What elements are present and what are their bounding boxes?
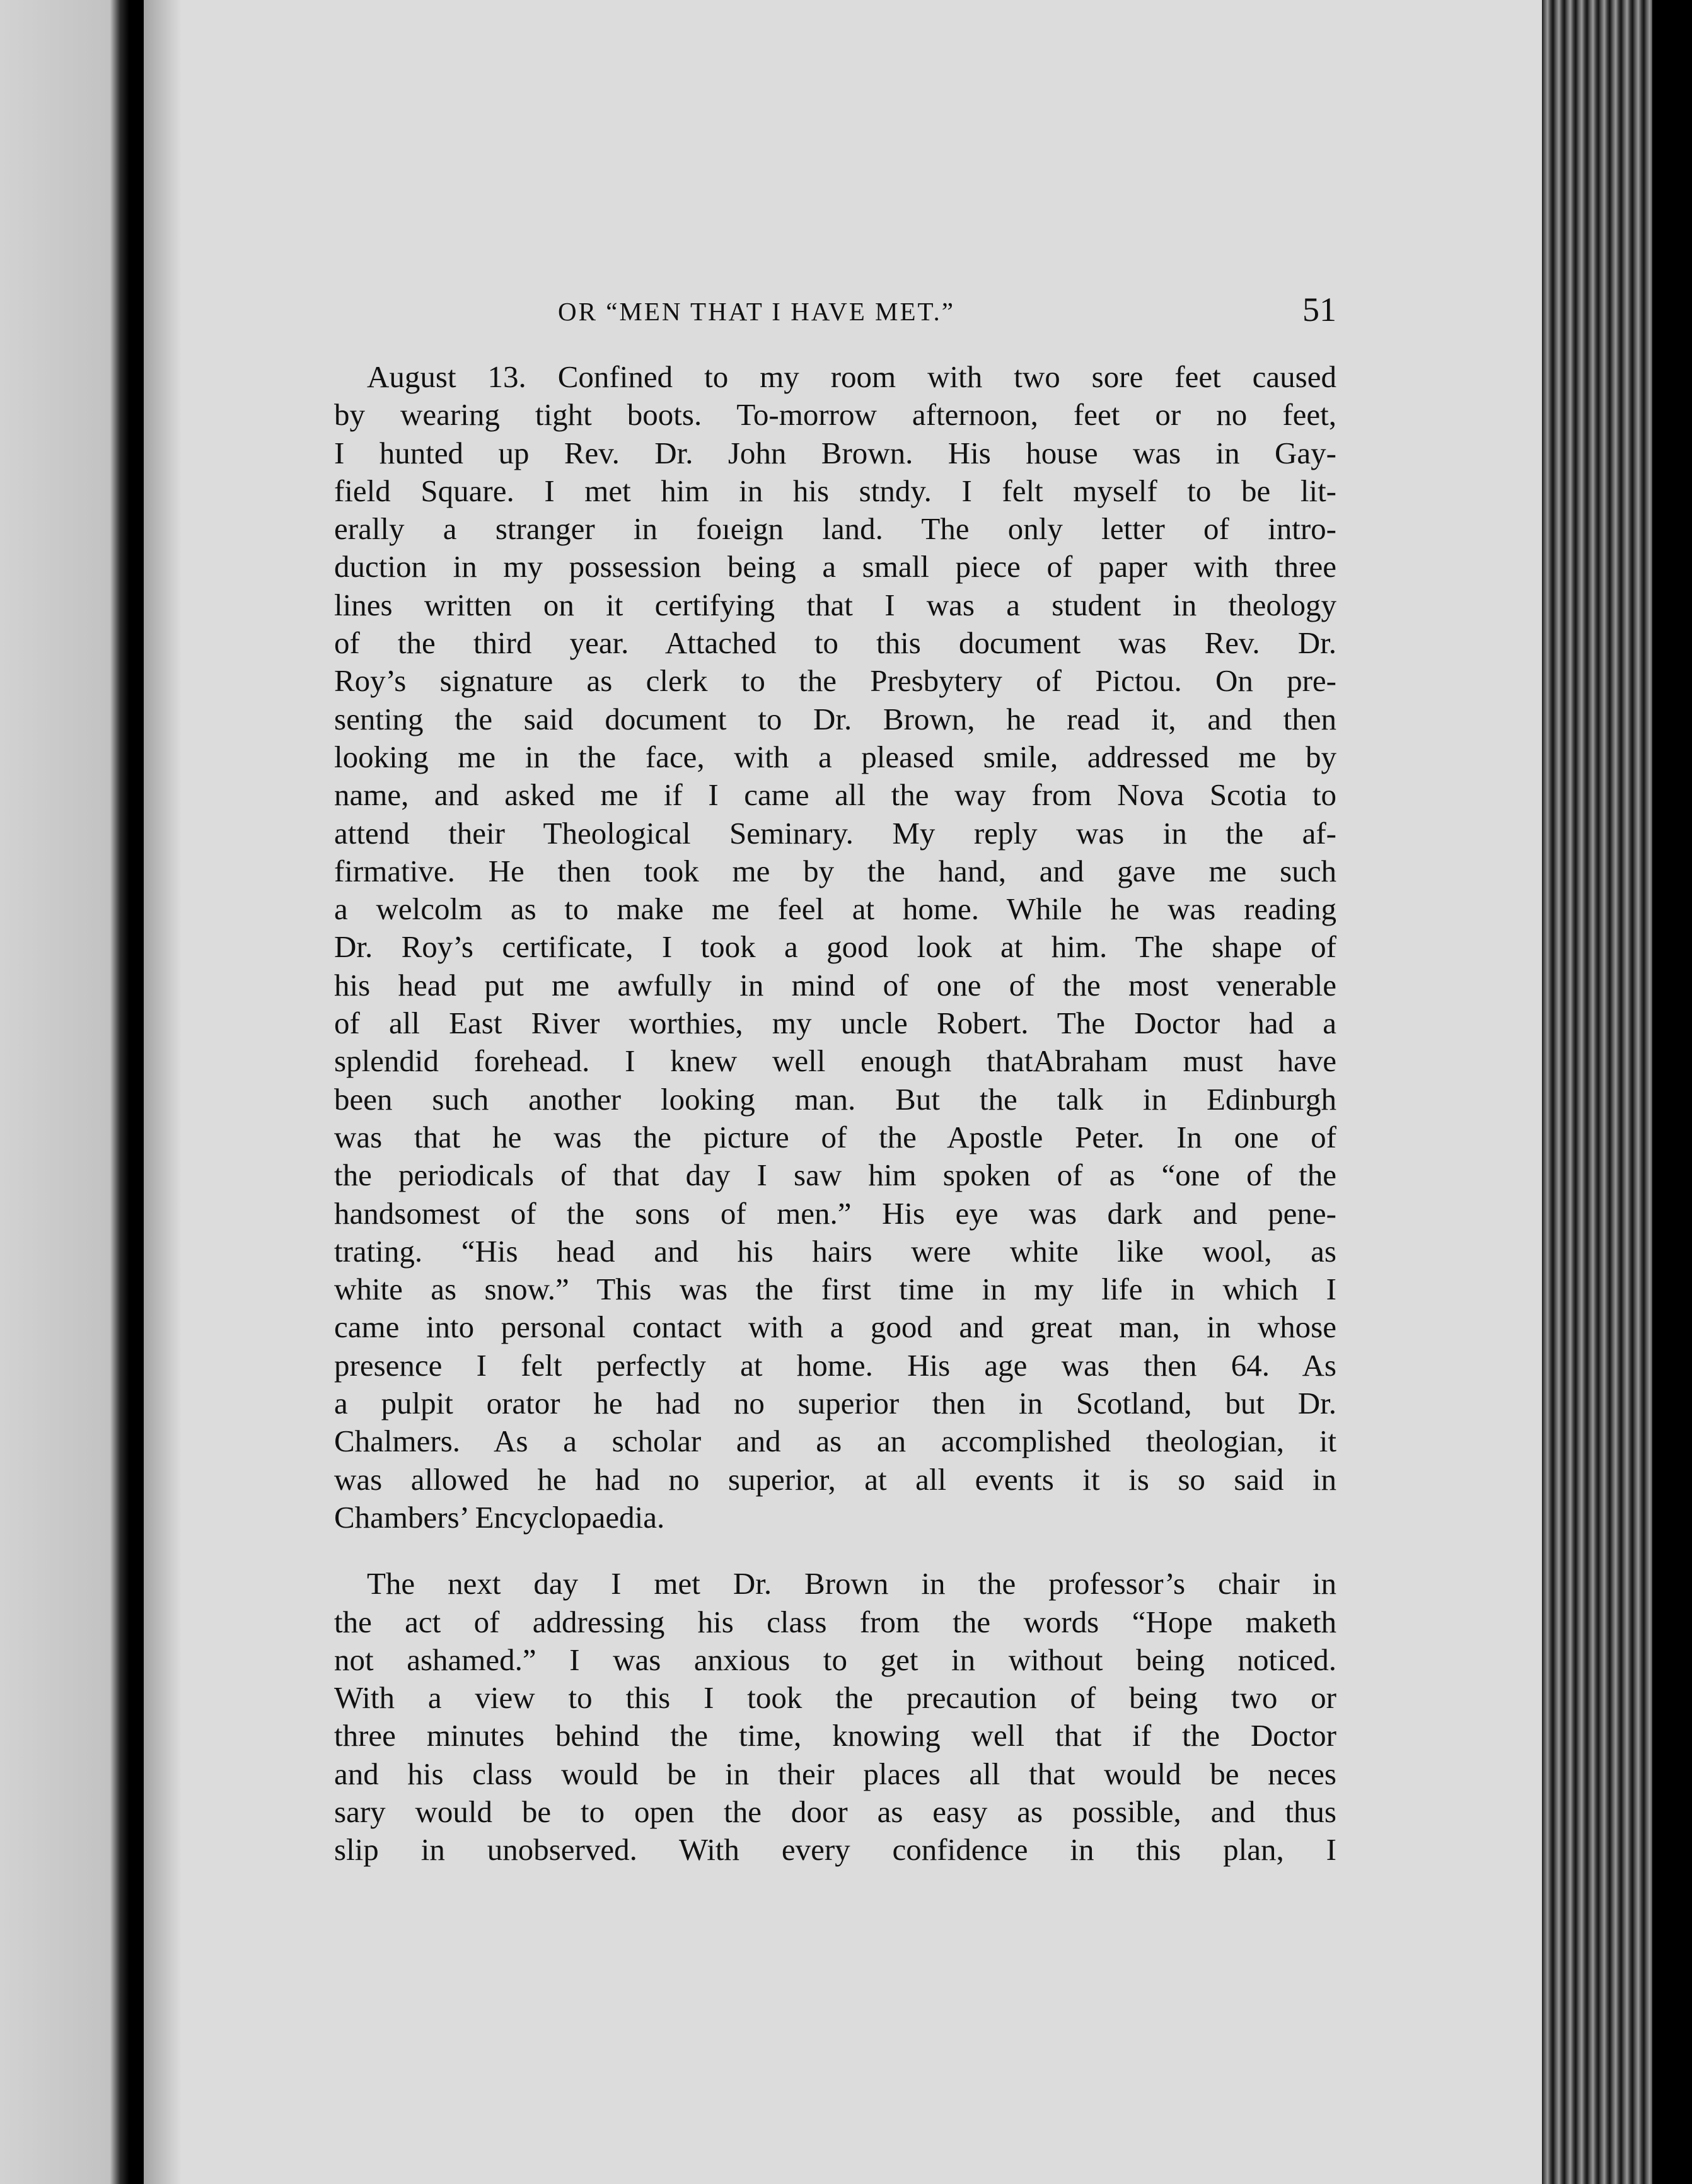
text-line: firmative. He then took me by the hand, and gave me such (334, 853, 1336, 888)
text-line: was allowed he had no superior, at all events it is so said in (334, 1461, 1336, 1497)
text-line: sary would be to open the door as easy as possible, and thus (334, 1794, 1336, 1829)
text-line: duction in my possession being a small piece of paper with three (334, 549, 1336, 584)
text-line: was that he was the picture of the Apostle Peter. In one of (334, 1119, 1336, 1154)
text-line: splendid forehead. I knew well enough thatAbraham must have (334, 1043, 1336, 1079)
text-line: of the third year. Attached to this document was Rev. Dr. (334, 625, 1336, 661)
text-line: name, and asked me if I came all the way from Nova Scotia to (334, 777, 1336, 813)
text-line: looking me in the face, with a pleased smile, addressed me by (334, 739, 1336, 774)
text-line: slip in unobserved. With every confidence in this plan, I (334, 1832, 1336, 1867)
text-line: a pulpit orator he had no superior then in Scotland, but Dr. (334, 1386, 1336, 1421)
paragraph (334, 358, 1336, 1536)
text-line: three minutes behind the time, knowing well that if the Doctor (334, 1718, 1336, 1753)
text-line: been such another looking man. But the talk in Edinburgh (334, 1081, 1336, 1117)
text-line: not ashamed.” I was anxious to get in without being noticed. (334, 1642, 1336, 1677)
text-line: presence I felt perfectly at home. His age was then 64. As (334, 1347, 1336, 1383)
text-line: the periodicals of that day I saw him spoken of as “one of the (334, 1158, 1336, 1193)
text-line: of all East River worthies, my uncle Robert. The Doctor had a (334, 1006, 1336, 1041)
text-line: white as snow.” This was the first time in my life in which I (334, 1272, 1336, 1307)
text-line: his head put me awfully in mind of one of the most venerable (334, 967, 1336, 1002)
text-line: August 13. Confined to my room with two sore feet caused (367, 359, 1336, 394)
text-line: With a view to this I took the precaution of being two or (334, 1680, 1336, 1716)
page-number: 51 (1302, 291, 1336, 328)
text-line: Dr. Roy’s certificate, I took a good look at him. The shape of (334, 929, 1336, 965)
text-line: senting the said document to Dr. Brown, he read it, and then (334, 701, 1336, 736)
text-line: the act of addressing his class from the words “Hope maketh (334, 1604, 1336, 1639)
text-line: came into personal contact with a good and great man, in whose (334, 1310, 1336, 1345)
text-line: I hunted up Rev. Dr. John Brown. His house was in Gay- (334, 435, 1336, 470)
text-line: by wearing tight boots. To-morrow afternoon, feet or no feet, (334, 397, 1336, 433)
text-line: trating. “His head and his hairs were white like wool, as (334, 1233, 1336, 1269)
page-edges (1542, 0, 1652, 2184)
body-text (334, 358, 1336, 1869)
text-line: field Square. I met him in his stndy. I felt myself to be lit- (334, 473, 1336, 508)
text-line: attend their Theological Seminary. My reply was in the af- (334, 815, 1336, 851)
text-line: Chambers’ Encyclopaedia. (334, 1499, 665, 1535)
gutter-shadow (144, 0, 182, 2184)
facing-page-margin (0, 0, 129, 2184)
paragraph (334, 1565, 1336, 1869)
running-header (334, 284, 1336, 340)
text-line: erally a stranger in foıeign land. The only letter of intro- (334, 511, 1336, 547)
text-line: a welcolm as to make me feel at home. While he was reading (334, 892, 1336, 927)
text-line: Chalmers. As a scholar and as an accomplished theologian, it (334, 1424, 1336, 1459)
running-title: OR “MEN THAT I HAVE MET.” (558, 297, 955, 326)
text-line: handsomest of the sons of men.” His eye was dark and pene- (334, 1195, 1336, 1231)
text-line: lines written on it certifying that I was a student in theology (334, 587, 1336, 622)
text-line: The next day I met Dr. Brown in the professor’s chair in (367, 1566, 1336, 1601)
text-line: and his class would be in their places all that would be neces (334, 1756, 1336, 1791)
text-line: Roy’s signature as clerk to the Presbytery of Pictou. On pre- (334, 663, 1336, 699)
